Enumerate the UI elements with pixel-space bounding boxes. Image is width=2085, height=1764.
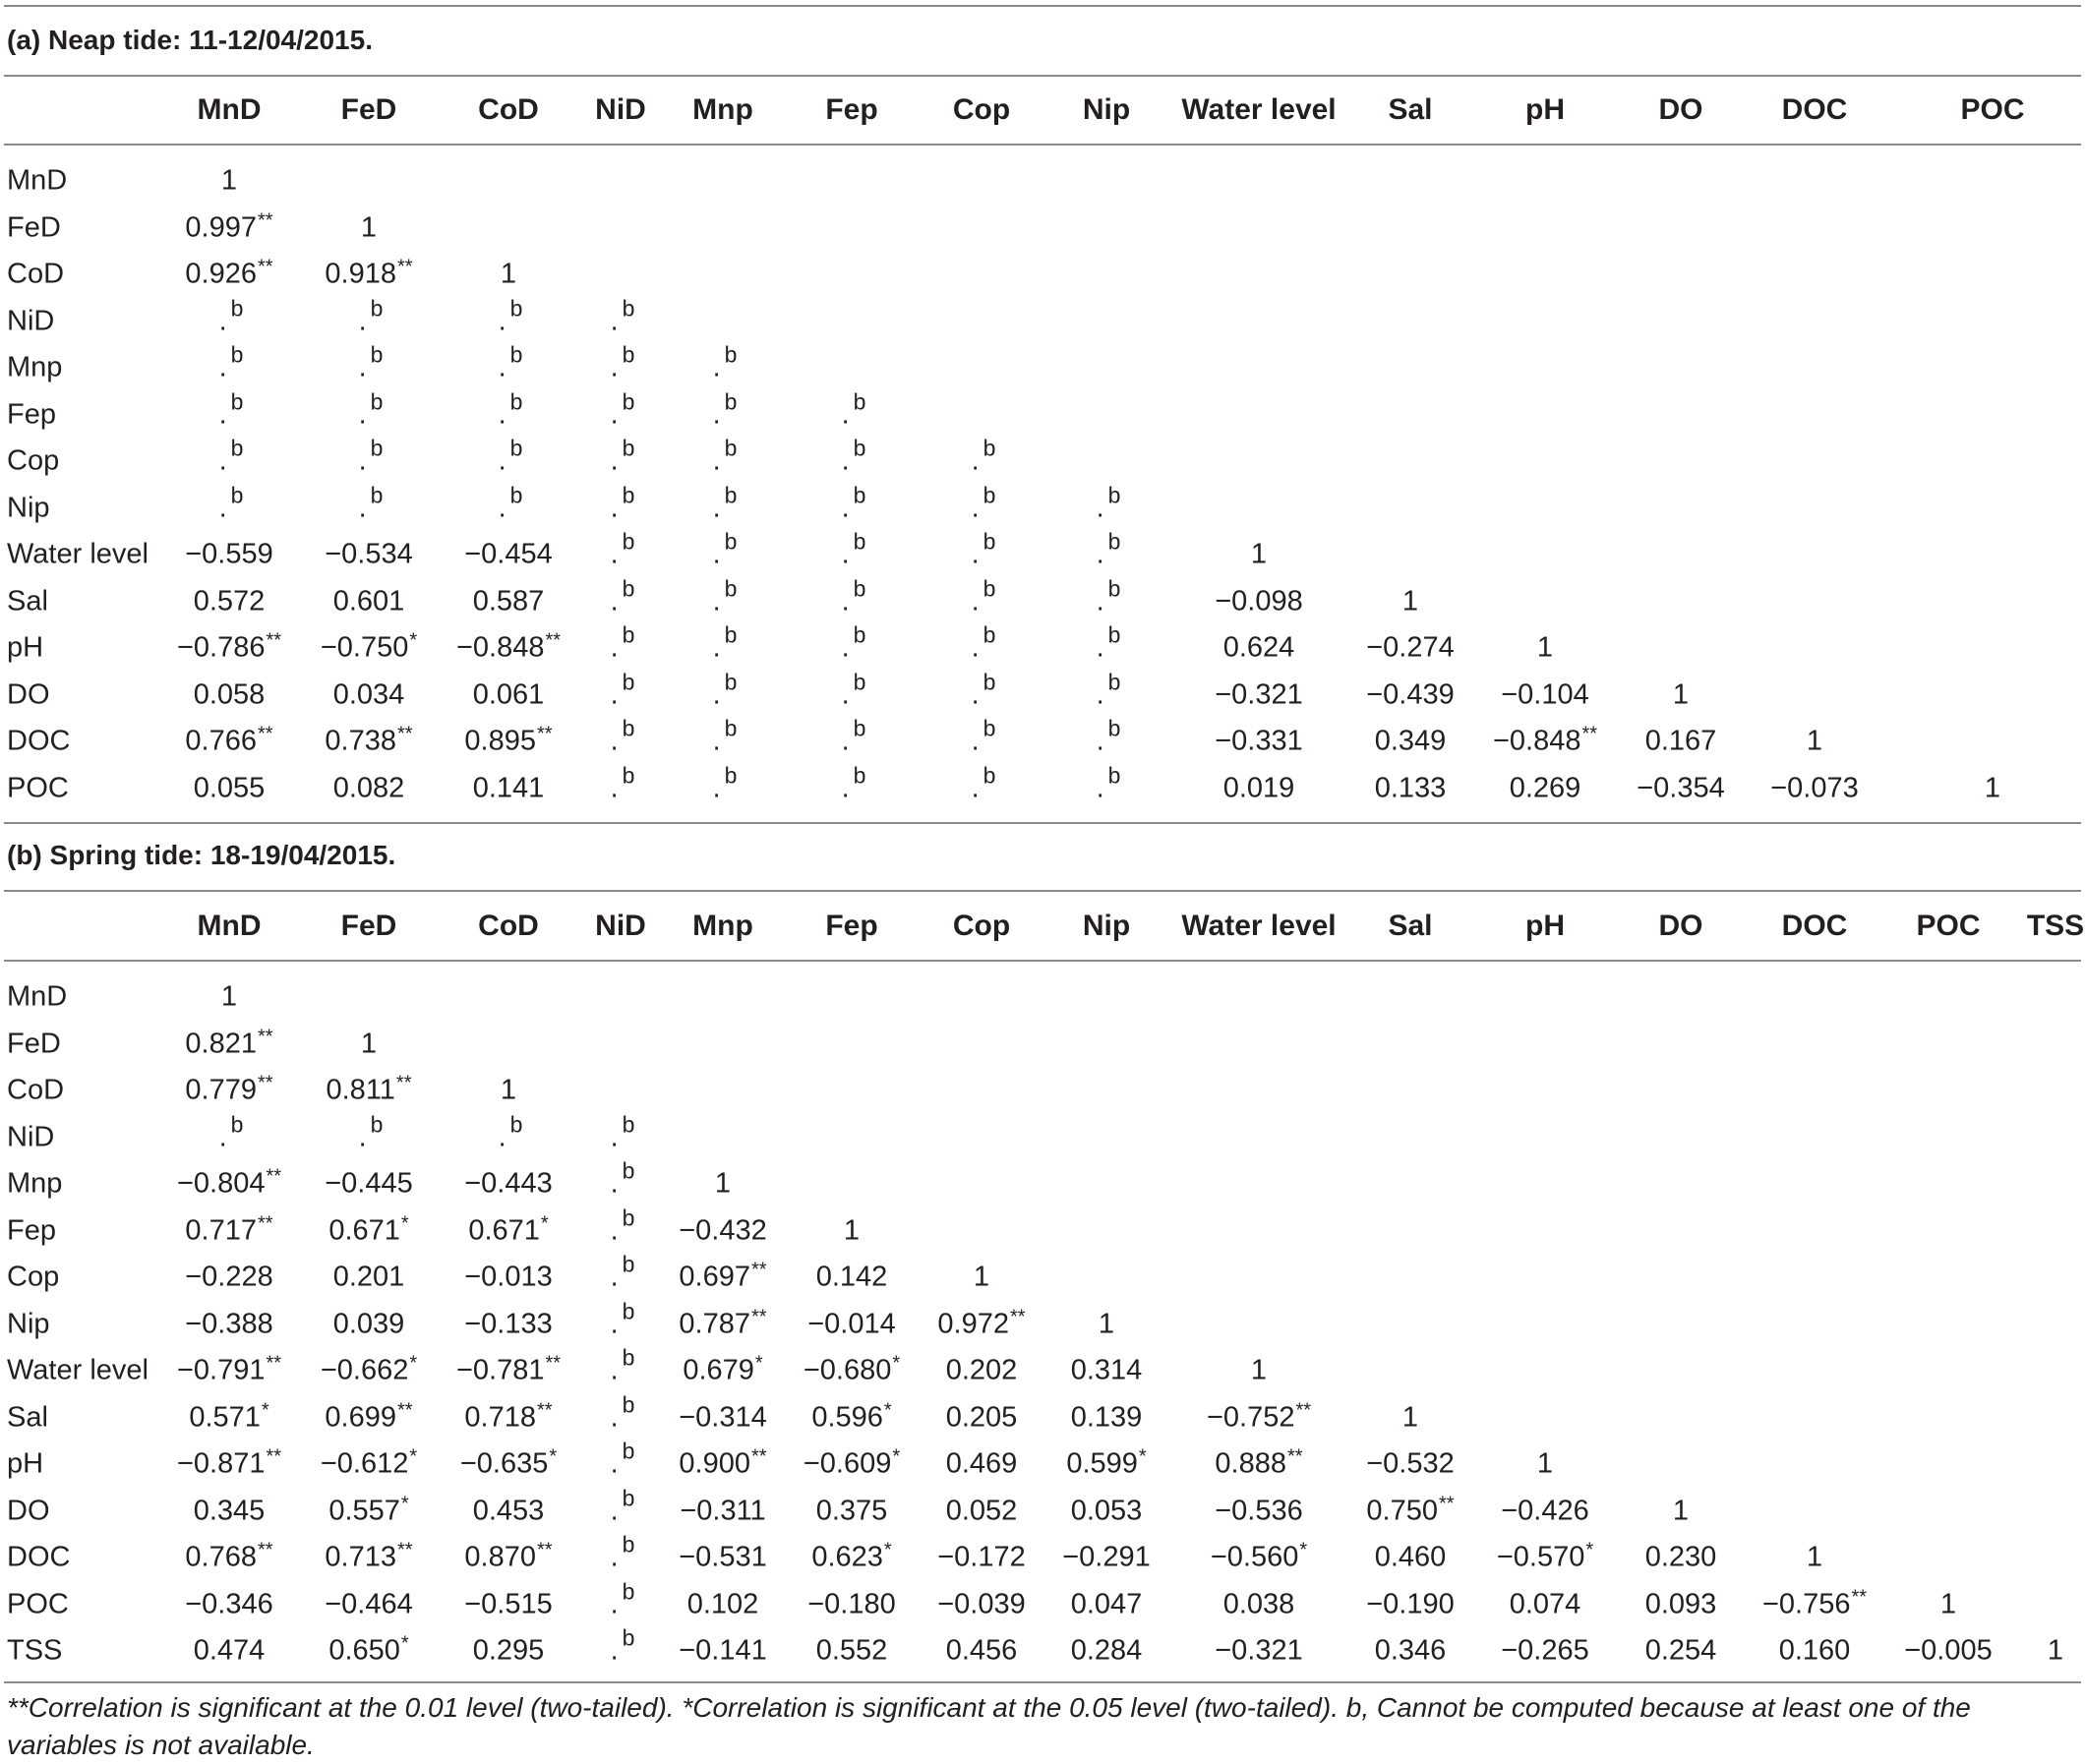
correlation-cell: . $^b$ <box>971 669 996 710</box>
correlation-cell: 0.717** <box>185 1212 273 1246</box>
correlation-cell: . $^b$ <box>1096 528 1121 570</box>
column-header-poc: POC <box>1960 93 2025 126</box>
correlation-cell: . $^b$ <box>498 341 523 383</box>
correlation-cell: −0.346 <box>185 1588 273 1619</box>
correlation-cell: . $^b$ <box>610 1344 635 1386</box>
correlation-cell: 0.572 <box>193 585 266 617</box>
correlation-cell: 0.230 <box>1644 1541 1717 1573</box>
correlation-cell: . $^b$ <box>1096 669 1121 710</box>
table-section-title: (a) Neap tide: 11-12/04/2015. <box>7 25 373 55</box>
correlation-cell: 0.697** <box>679 1259 767 1293</box>
correlation-cell: . $^b$ <box>712 482 738 523</box>
correlation-cell: 1 <box>1939 1588 1957 1619</box>
correlation-cell: −0.443 <box>464 1167 553 1200</box>
row-label-sal: Sal <box>7 585 48 617</box>
correlation-cell: −0.321 <box>1215 678 1303 710</box>
table-footnote: **Correlation is significant at the 0.01 level (two-tailed). *Correlation is significant at the 0.05 level (two-tailed). b, Cannot be computed because at least one of the variables is not available. <box>7 1692 1971 1760</box>
correlation-cell: 0.599* <box>1066 1445 1147 1480</box>
correlation-cell: −0.536 <box>1215 1495 1303 1526</box>
correlation-cell: −0.560* <box>1210 1539 1308 1573</box>
correlation-cell: 0.713** <box>325 1539 413 1573</box>
correlation-cell: −0.039 <box>937 1588 1026 1619</box>
row-label-nip: Nip <box>7 492 50 523</box>
correlation-cell: 0.552 <box>815 1634 888 1667</box>
correlation-cell: 0.284 <box>1070 1634 1143 1667</box>
correlation-cell: . $^b$ <box>610 762 635 803</box>
correlation-cell: . $^b$ <box>610 1531 635 1573</box>
correlation-cell: 0.870** <box>464 1539 553 1573</box>
column-header-sal: Sal <box>1388 93 1433 126</box>
correlation-cell: 0.142 <box>815 1261 888 1293</box>
column-header-tss: TSS <box>2026 910 2085 942</box>
correlation-cell: −0.781** <box>455 1352 562 1386</box>
correlation-cell: . $^b$ <box>610 1157 635 1200</box>
column-header-cop: Cop <box>952 93 1011 126</box>
column-header-cod: CoD <box>478 910 539 942</box>
column-header-mnp: Mnp <box>692 93 753 126</box>
correlation-cell: −0.871** <box>176 1445 282 1480</box>
correlation-cell: 1 <box>973 1261 990 1293</box>
correlation-cell: 1 <box>220 164 238 197</box>
correlation-cell: 1 <box>1672 678 1690 710</box>
correlation-cell: 1 <box>360 211 378 243</box>
column-header-mnd: MnD <box>197 93 262 126</box>
correlation-cell: 0.888** <box>1215 1445 1303 1480</box>
correlation-cell: 0.750** <box>1366 1493 1455 1526</box>
correlation-cell: . $^b$ <box>610 1485 635 1526</box>
correlation-cell: 0.058 <box>193 678 266 710</box>
correlation-cell: −0.172 <box>937 1541 1026 1573</box>
row-label-cod: CoD <box>7 258 65 290</box>
table-section-title: (b) Spring tide: 18-19/04/2015. <box>7 840 396 870</box>
correlation-cell: 0.779** <box>185 1072 273 1106</box>
correlation-cell: . $^b$ <box>971 528 996 570</box>
column-header-water-level: Water level <box>1181 93 1337 126</box>
correlation-cell: 0.453 <box>472 1495 545 1526</box>
row-label-doc: DOC <box>7 725 71 757</box>
correlation-cell: 0.074 <box>1509 1588 1581 1619</box>
correlation-cell: 1 <box>1984 772 2001 803</box>
correlation-cell: . $^b$ <box>498 388 523 430</box>
correlation-cell: −0.331 <box>1215 725 1303 757</box>
correlation-cell: 0.345 <box>193 1495 266 1526</box>
row-label-nid: NiD <box>7 1121 55 1152</box>
correlation-cell: 0.139 <box>1070 1401 1143 1433</box>
correlation-cell: −0.098 <box>1215 585 1303 617</box>
correlation-cell: 1 <box>1536 1447 1554 1480</box>
correlation-cell: 1 <box>843 1214 861 1246</box>
correlation-cell: . $^b$ <box>610 1391 635 1433</box>
header-top-rule <box>4 890 2081 892</box>
correlation-cell: . $^b$ <box>218 388 244 430</box>
correlation-cell: . $^b$ <box>1096 715 1121 757</box>
correlation-cell: 0.055 <box>193 772 266 803</box>
correlation-cell: 0.141 <box>472 772 545 803</box>
correlation-cell: 1 <box>1672 1495 1690 1526</box>
correlation-cell: −0.531 <box>679 1541 767 1573</box>
correlation-cell: 0.201 <box>332 1261 405 1293</box>
correlation-cell: 0.295 <box>472 1634 545 1667</box>
correlation-cell: −0.180 <box>807 1588 896 1619</box>
row-label-do: DO <box>7 678 50 710</box>
correlation-cell: −0.133 <box>464 1308 553 1339</box>
correlation-cell: −0.635* <box>459 1445 558 1480</box>
column-header-nip: Nip <box>1082 93 1131 126</box>
correlation-cell: −0.104 <box>1501 678 1589 710</box>
correlation-cell: −0.515 <box>464 1588 553 1619</box>
correlation-cell: . $^b$ <box>841 715 866 757</box>
correlation-cell: −0.680* <box>803 1352 901 1386</box>
correlation-cell: 1 <box>1098 1308 1115 1339</box>
correlation-cell: . $^b$ <box>610 1624 635 1667</box>
correlation-cell: . $^b$ <box>218 435 244 477</box>
correlation-cell: . $^b$ <box>218 482 244 523</box>
correlation-cell: . $^b$ <box>610 388 635 430</box>
correlation-cell: . $^b$ <box>841 621 866 664</box>
correlation-cell: −0.314 <box>679 1401 767 1433</box>
correlation-cell: 0.821** <box>185 1026 273 1059</box>
correlation-cell: 0.349 <box>1374 725 1447 757</box>
correlation-cell: . $^b$ <box>358 295 384 336</box>
correlation-cell: . $^b$ <box>1096 762 1121 803</box>
correlation-cell: 1 <box>360 1028 378 1059</box>
correlation-cell: −0.464 <box>325 1588 413 1619</box>
row-label-doc: DOC <box>7 1541 71 1573</box>
correlation-cell: . $^b$ <box>610 341 635 383</box>
column-header-nid: NiD <box>595 93 646 126</box>
row-label-do: DO <box>7 1495 50 1526</box>
correlation-cell: . $^b$ <box>610 1438 635 1480</box>
correlation-cell: −0.388 <box>185 1308 273 1339</box>
correlation-cell: 0.460 <box>1374 1541 1447 1573</box>
column-header-fed: FeD <box>340 910 397 942</box>
correlation-cell: . $^b$ <box>218 295 244 336</box>
row-label-water-level: Water level <box>7 538 149 570</box>
correlation-cell: . $^b$ <box>358 435 384 477</box>
correlation-cell: −0.612* <box>320 1445 418 1480</box>
correlation-cell: . $^b$ <box>358 1111 384 1152</box>
correlation-cell: 1 <box>500 1074 517 1106</box>
correlation-cell: −0.804** <box>176 1165 282 1200</box>
correlation-cell: . $^b$ <box>358 341 384 383</box>
correlation-cell: −0.570* <box>1496 1539 1594 1573</box>
row-label-poc: POC <box>7 1588 69 1619</box>
column-header-do: DO <box>1658 910 1703 942</box>
correlation-cell: −0.274 <box>1366 631 1455 664</box>
correlation-cell: −0.141 <box>679 1634 767 1667</box>
row-label-fep: Fep <box>7 1214 56 1246</box>
correlation-cell: −0.291 <box>1062 1541 1151 1573</box>
correlation-cell: −0.073 <box>1770 772 1859 803</box>
column-header-cod: CoD <box>478 93 539 126</box>
correlation-cell: 0.997** <box>185 209 273 243</box>
correlation-cell: −0.354 <box>1637 772 1725 803</box>
column-header-fep: Fep <box>825 93 878 126</box>
correlation-cell: . $^b$ <box>712 341 738 383</box>
correlation-cell: . $^b$ <box>498 482 523 523</box>
correlation-cell: 0.972** <box>937 1306 1026 1339</box>
correlation-cell: 1 <box>500 258 517 290</box>
correlation-cell: 0.601 <box>332 585 405 617</box>
correlation-cell: −0.454 <box>464 538 553 570</box>
correlation-cell: . $^b$ <box>610 1298 635 1339</box>
column-header-fep: Fep <box>825 910 878 942</box>
correlation-cell: . $^b$ <box>712 388 738 430</box>
correlation-cell: . $^b$ <box>358 388 384 430</box>
correlation-cell: . $^b$ <box>610 621 635 664</box>
correlation-cell: . $^b$ <box>218 1111 244 1152</box>
correlation-cell: . $^b$ <box>712 435 738 477</box>
correlation-cell: . $^b$ <box>610 1111 635 1152</box>
correlation-cell: . $^b$ <box>841 528 866 570</box>
correlation-cell: . $^b$ <box>1096 575 1121 617</box>
correlation-cell: −0.439 <box>1366 678 1455 710</box>
correlation-cell: 0.269 <box>1509 772 1581 803</box>
row-label-cop: Cop <box>7 444 60 477</box>
correlation-cell: 0.167 <box>1644 725 1717 757</box>
correlation-cell: 1 <box>220 980 238 1013</box>
correlation-cell: −0.014 <box>807 1308 896 1339</box>
correlation-cell: 0.375 <box>815 1495 888 1526</box>
correlation-cell: −0.432 <box>679 1214 767 1246</box>
column-header-fed: FeD <box>340 93 397 126</box>
correlation-cell: . $^b$ <box>610 1578 635 1619</box>
correlation-cell: 1 <box>1250 538 1268 570</box>
correlation-cell: . $^b$ <box>610 669 635 710</box>
correlation-cell: −0.609* <box>803 1445 901 1480</box>
correlation-cell: . $^b$ <box>712 621 738 664</box>
correlation-cell: 0.205 <box>945 1401 1018 1433</box>
correlation-cell: 0.679* <box>683 1352 763 1386</box>
row-label-ph: pH <box>7 631 44 664</box>
row-label-mnd: MnD <box>7 980 68 1013</box>
row-label-water-level: Water level <box>7 1354 149 1386</box>
correlation-cell: 0.766** <box>185 723 273 757</box>
correlation-cell: . $^b$ <box>498 435 523 477</box>
row-label-nip: Nip <box>7 1308 50 1339</box>
correlation-cell: 0.895** <box>464 723 553 757</box>
correlation-cell: 0.587 <box>472 585 545 617</box>
correlation-cell: . $^b$ <box>498 1111 523 1152</box>
row-label-mnp: Mnp <box>7 1167 63 1200</box>
correlation-cell: 1 <box>1401 1401 1419 1433</box>
correlation-cell: 0.052 <box>945 1495 1018 1526</box>
correlation-cell: 1 <box>1401 585 1419 617</box>
correlation-cell: 1 <box>1536 631 1554 664</box>
row-label-nid: NiD <box>7 305 55 336</box>
correlation-cell: 0.623* <box>811 1539 892 1573</box>
correlation-cell: 0.039 <box>332 1308 405 1339</box>
column-header-poc: POC <box>1916 910 1981 942</box>
correlation-cell: −0.321 <box>1215 1634 1303 1667</box>
correlation-cell: 1 <box>2047 1634 2064 1667</box>
correlation-cell: . $^b$ <box>971 435 996 477</box>
correlation-cell: . $^b$ <box>610 715 635 757</box>
correlation-cell: −0.559 <box>185 538 273 570</box>
correlation-cell: −0.791** <box>176 1352 282 1386</box>
correlation-cell: 0.102 <box>686 1588 759 1619</box>
column-header-cop: Cop <box>952 910 1011 942</box>
row-label-sal: Sal <box>7 1401 48 1433</box>
column-header-doc: DOC <box>1781 93 1848 126</box>
correlation-cell: −0.756** <box>1761 1586 1868 1619</box>
correlation-cell: 0.254 <box>1644 1634 1717 1667</box>
correlation-cell: . $^b$ <box>610 295 635 336</box>
correlation-cell: . $^b$ <box>971 621 996 664</box>
correlation-cell: 1 <box>1806 725 1823 757</box>
correlation-cell: . $^b$ <box>610 435 635 477</box>
correlation-cell: 0.811** <box>326 1072 412 1106</box>
correlation-cell: 0.557* <box>328 1493 409 1526</box>
column-header-nid: NiD <box>595 910 646 942</box>
correlation-cell: 0.314 <box>1070 1354 1143 1386</box>
correlation-cell: 1 <box>1250 1354 1268 1386</box>
correlation-cell: −0.005 <box>1904 1634 1993 1667</box>
column-header-ph: pH <box>1525 910 1565 942</box>
correlation-cell: −0.532 <box>1366 1447 1455 1480</box>
correlation-cell: −0.311 <box>680 1495 766 1526</box>
column-header-mnp: Mnp <box>692 910 753 942</box>
correlation-cell: . $^b$ <box>498 295 523 336</box>
row-label-mnp: Mnp <box>7 351 63 383</box>
correlation-cell: . $^b$ <box>971 482 996 523</box>
correlation-cell: . $^b$ <box>610 575 635 617</box>
correlation-cell: −0.534 <box>325 538 413 570</box>
correlation-cell: 0.053 <box>1070 1495 1143 1526</box>
table-bottom-rule <box>4 822 2081 824</box>
correlation-cell: . $^b$ <box>841 435 866 477</box>
correlation-cell: . $^b$ <box>358 482 384 523</box>
correlation-cell: . $^b$ <box>610 528 635 570</box>
correlation-cell: . $^b$ <box>841 388 866 430</box>
correlation-cell: 0.469 <box>945 1447 1018 1480</box>
row-label-fep: Fep <box>7 398 56 430</box>
correlation-cell: 0.900** <box>679 1445 767 1480</box>
correlation-cell: . $^b$ <box>218 341 244 383</box>
correlation-cell: . $^b$ <box>1096 482 1121 523</box>
column-header-do: DO <box>1658 93 1703 126</box>
correlation-cell: 0.918** <box>325 256 413 290</box>
correlation-cell: 0.650* <box>328 1632 409 1667</box>
correlation-cell: 0.082 <box>332 772 405 803</box>
row-label-tss: TSS <box>7 1634 63 1667</box>
correlation-cell: . $^b$ <box>841 482 866 523</box>
column-header-water-level: Water level <box>1181 910 1337 942</box>
correlation-cell: 0.671* <box>468 1212 549 1246</box>
correlation-cell: −0.662* <box>320 1352 418 1386</box>
correlation-cell: . $^b$ <box>971 715 996 757</box>
header-bottom-rule <box>4 144 2081 146</box>
correlation-cell: . $^b$ <box>712 575 738 617</box>
correlation-cell: . $^b$ <box>610 1251 635 1293</box>
correlation-cell: . $^b$ <box>971 762 996 803</box>
correlation-cell: . $^b$ <box>712 762 738 803</box>
correlation-cell: 0.671* <box>328 1212 409 1246</box>
correlation-cell: −0.013 <box>464 1261 553 1293</box>
column-header-ph: pH <box>1525 93 1565 126</box>
correlation-cell: 0.019 <box>1222 772 1295 803</box>
correlation-cell: 0.926** <box>185 256 273 290</box>
correlation-cell: 0.038 <box>1222 1588 1295 1619</box>
correlation-cell: . $^b$ <box>712 669 738 710</box>
correlation-cell: −0.190 <box>1366 1588 1455 1619</box>
correlation-cell: . $^b$ <box>841 575 866 617</box>
table-top-rule <box>4 5 2081 7</box>
correlation-cell: 0.061 <box>472 678 545 710</box>
correlation-cell: . $^b$ <box>971 575 996 617</box>
correlation-cell: 0.787** <box>679 1306 767 1339</box>
correlation-cell: −0.848** <box>455 629 562 664</box>
correlation-cell: 0.718** <box>464 1399 553 1433</box>
correlation-cell: −0.752** <box>1206 1399 1312 1433</box>
correlation-cell: 1 <box>1806 1541 1823 1573</box>
row-label-cod: CoD <box>7 1074 65 1106</box>
correlation-cell: −0.848** <box>1492 723 1598 757</box>
table-bottom-rule <box>4 1681 2081 1683</box>
correlation-cell: −0.750* <box>320 629 418 664</box>
correlation-cell: 0.346 <box>1374 1634 1447 1667</box>
column-header-nip: Nip <box>1082 910 1131 942</box>
row-label-fed: FeD <box>7 1028 61 1059</box>
correlation-cell: 0.699** <box>325 1399 413 1433</box>
header-bottom-rule <box>4 960 2081 962</box>
correlation-cell: 0.624 <box>1222 631 1295 664</box>
correlation-cell: . $^b$ <box>841 669 866 710</box>
correlation-cell: 0.571* <box>189 1399 269 1433</box>
correlation-cell: 0.474 <box>193 1634 266 1667</box>
row-label-ph: pH <box>7 1447 44 1480</box>
correlation-cell: −0.786** <box>176 629 282 664</box>
correlation-cell: 0.738** <box>325 723 413 757</box>
correlation-cell: . $^b$ <box>1096 621 1121 664</box>
correlation-cell: . $^b$ <box>712 528 738 570</box>
correlation-cell: 0.202 <box>945 1354 1018 1386</box>
column-header-mnd: MnD <box>197 910 262 942</box>
correlation-cell: −0.426 <box>1501 1495 1589 1526</box>
correlation-cell: 0.456 <box>945 1634 1018 1667</box>
correlation-cell: 1 <box>714 1167 732 1200</box>
correlation-cell: . $^b$ <box>841 762 866 803</box>
correlation-cell: 0.133 <box>1374 772 1447 803</box>
correlation-cell: 0.160 <box>1778 1634 1851 1667</box>
column-header-doc: DOC <box>1781 910 1848 942</box>
correlation-cell: 0.596* <box>811 1399 892 1433</box>
correlation-cell: 0.093 <box>1644 1588 1717 1619</box>
correlation-cell: −0.265 <box>1501 1634 1589 1667</box>
column-header-sal: Sal <box>1388 910 1433 942</box>
row-label-mnd: MnD <box>7 164 68 197</box>
correlation-cell: . $^b$ <box>610 482 635 523</box>
row-label-poc: POC <box>7 772 69 803</box>
header-top-rule <box>4 75 2081 77</box>
correlation-cell: 0.034 <box>332 678 405 710</box>
correlation-cell: . $^b$ <box>712 715 738 757</box>
row-label-cop: Cop <box>7 1261 60 1293</box>
correlation-cell: 0.768** <box>185 1539 273 1573</box>
correlation-cell: . $^b$ <box>610 1205 635 1246</box>
correlation-cell: −0.228 <box>185 1261 273 1293</box>
correlation-cell: 0.047 <box>1070 1588 1143 1619</box>
correlation-cell: −0.445 <box>325 1167 413 1200</box>
row-label-fed: FeD <box>7 211 61 243</box>
